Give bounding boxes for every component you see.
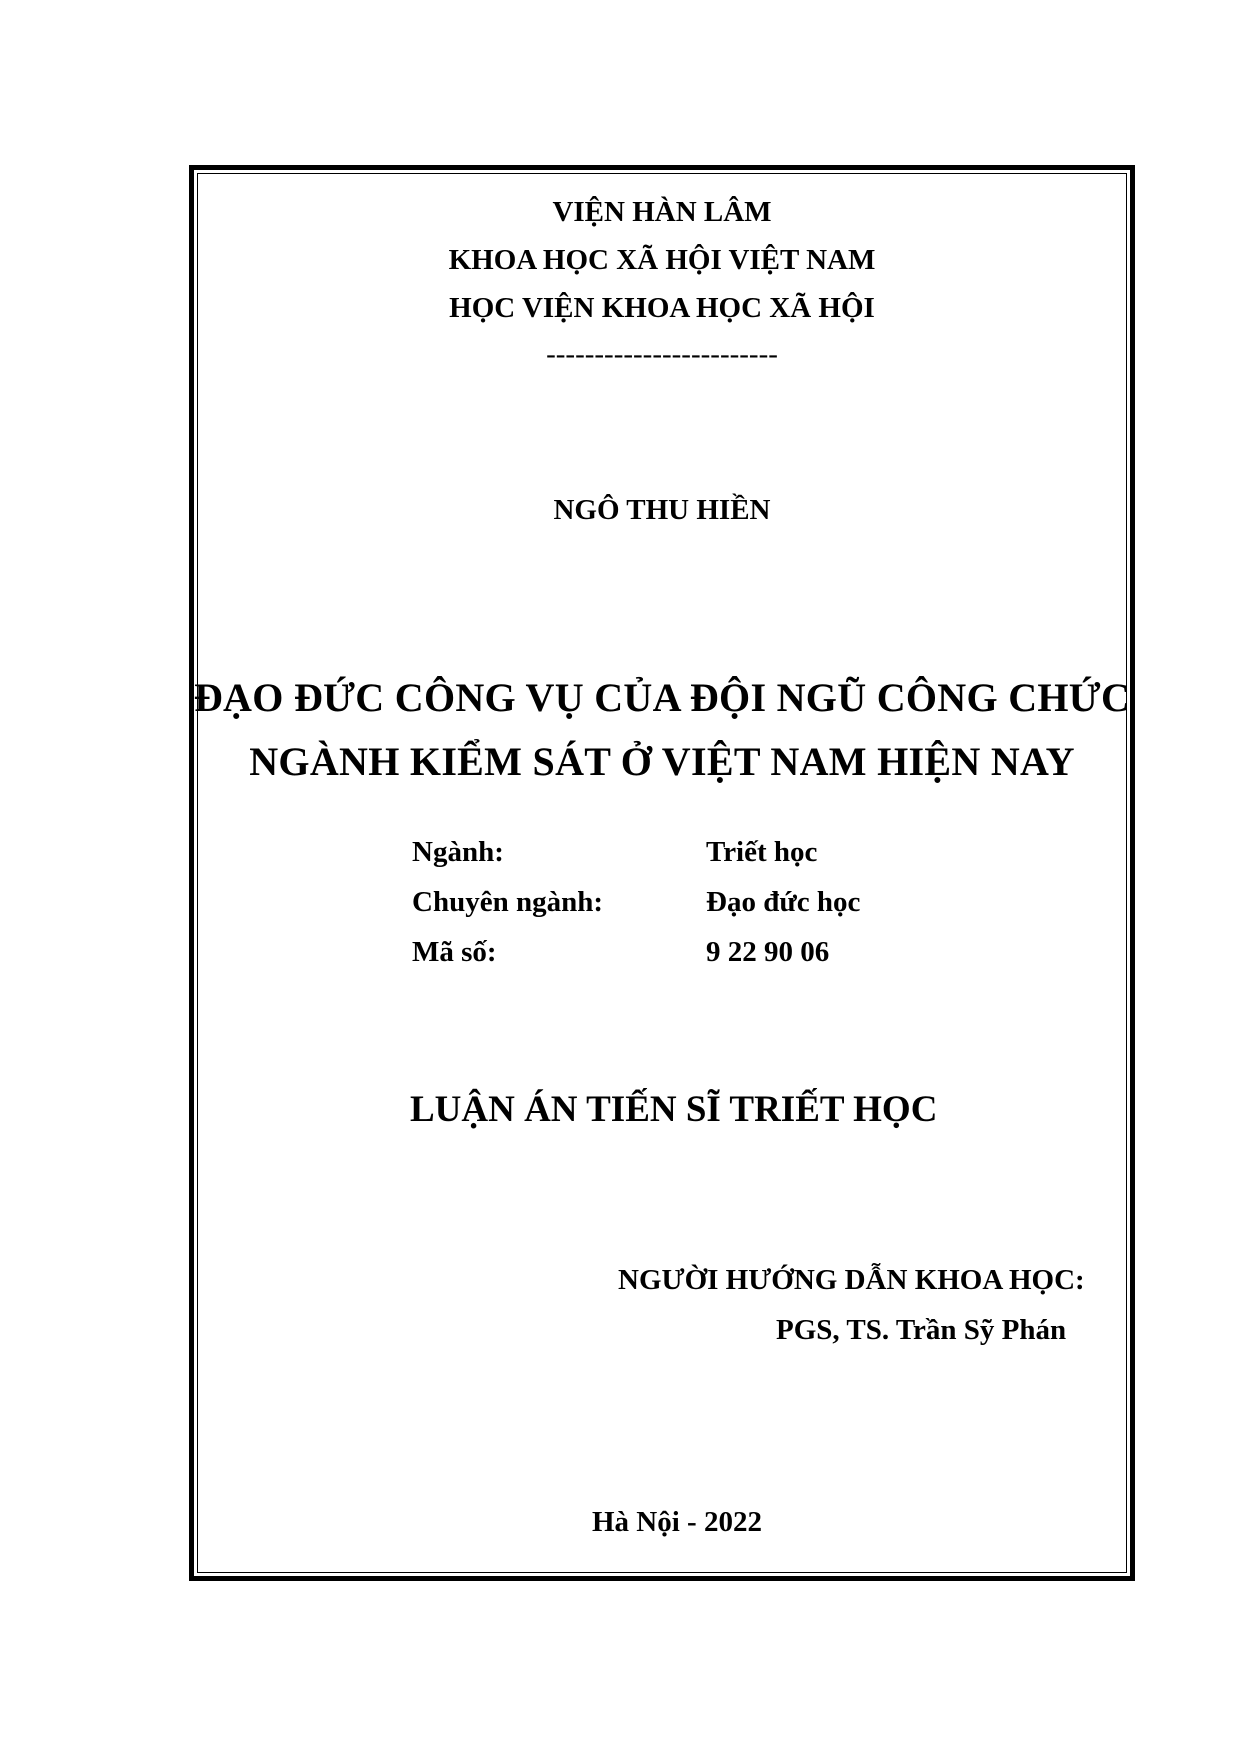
- advisor-heading: NGƯỜI HƯỚNG DẪN KHOA HỌC:: [618, 1264, 1085, 1296]
- institution-line-2: KHOA HỌC XÃ HỘI VIỆT NAM: [448, 244, 876, 276]
- degree-title: LUẬN ÁN TIẾN SĨ TRIẾT HỌC: [410, 1089, 938, 1130]
- institution-divider: ------------------------: [546, 338, 778, 370]
- author-name: NGÔ THU HIỀN: [553, 494, 771, 526]
- page-border-inner: [197, 173, 1127, 1573]
- field-value-code: 9 22 90 06: [706, 936, 830, 968]
- thesis-title-line-1: ĐẠO ĐỨC CÔNG VỤ CỦA ĐỘI NGŨ CÔNG CHỨC: [193, 675, 1131, 720]
- field-label-code: Mã số:: [412, 936, 497, 968]
- field-value-major: Triết học: [706, 836, 818, 868]
- field-label-specialization: Chuyên ngành:: [412, 886, 603, 918]
- field-label-major: Ngành:: [412, 836, 504, 868]
- field-value-specialization: Đạo đức học: [706, 886, 861, 918]
- place-and-year: Hà Nội - 2022: [592, 1506, 762, 1538]
- advisor-name: PGS, TS. Trần Sỹ Phán: [776, 1314, 1067, 1346]
- institution-line-1: VIỆN HÀN LÂM: [552, 196, 772, 228]
- thesis-title-line-2: NGÀNH KIỂM SÁT Ở VIỆT NAM HIỆN NAY: [249, 739, 1075, 784]
- institution-line-3: HỌC VIỆN KHOA HỌC XÃ HỘI: [449, 292, 875, 324]
